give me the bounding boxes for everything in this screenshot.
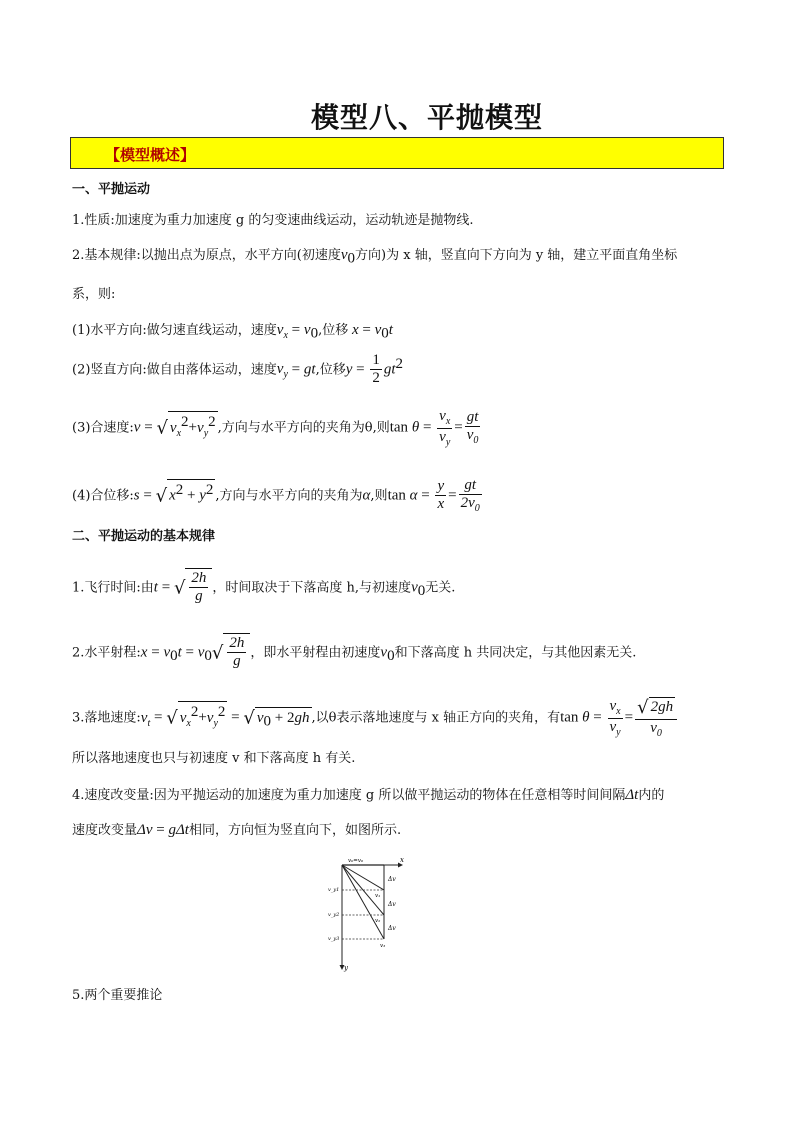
para-rule: 2.基本规律:以抛出点为原点，水平方向(初速度$v_0$方向)为 x 轴，竖直向下方向为 y 轴，建立平面直角坐标	[72, 247, 678, 267]
range-text-b: ，即水平射程由初速度	[250, 645, 381, 661]
vy2-label: v_y2	[328, 912, 340, 918]
flight-text-c: 无关.	[425, 580, 456, 596]
displacement-text-c: ,则	[370, 488, 388, 504]
v1-vector	[342, 865, 384, 890]
para-range: 2.水平射程:x = $v_0t = v_0√$ $\frac{2h}{g}$ ，即水平射程由初速度$v_0$和下落高度 h 共同决定，与其他因素无关.	[72, 635, 637, 670]
change-text-d: 相同，方向恒为竖直向下，如图所示.	[188, 823, 402, 838]
landing-text: 3.落地速度:	[72, 710, 141, 726]
v3-label: v₃	[380, 943, 386, 949]
range-text: 2.水平射程:	[72, 645, 141, 661]
horizontal-text-b: ,位移	[318, 323, 349, 338]
change-text: 4.速度改变量:因为平抛运动的加速度为重力加速度 g 所以做平抛运动的物体在任意相等时间间隔	[72, 788, 626, 803]
velocity-change-diagram	[328, 855, 408, 973]
change-text-c: 速度改变量	[72, 823, 138, 838]
range-text-c: 和下落高度 h 共同决定，与其他因素无关.	[394, 645, 637, 661]
dv-label-1: Δv	[388, 876, 396, 883]
vertical-text-b: ,位移	[315, 362, 346, 378]
change-text-b: 内的	[638, 788, 665, 803]
page-title: 模型八、平抛模型	[310, 101, 543, 134]
para-flight-time: 1.飞行时间:由t = √ $\frac{2h}{g}$ ，时间取决于下落高度 h,与初速度$v_0$无关.	[72, 570, 456, 605]
velocity-text-b: ,方向与水平方向的夹角为θ,则	[217, 420, 390, 436]
vy1-label: v_y1	[328, 887, 340, 893]
banner-label: 【模型概述】	[105, 146, 196, 164]
para-resultant-displacement: (4)合位移:s = √ $x^2 + y^2$ ,方向与水平方向的夹角为α,则tan α = $\frac{y}{x}$ = $\frac{gt}{2v_0}$	[72, 477, 480, 515]
x-label: x	[400, 856, 404, 864]
landing-text-b: ,以θ表示落地速度与 x 轴正方向的夹角，有	[311, 710, 561, 726]
para-landing-note: 所以落地速度也只与初速度 v 和下落高度 h 有关.	[72, 751, 356, 766]
heading-2: 二、平抛运动的基本规律	[72, 529, 216, 544]
para-velocity-change-2: 速度改变量Δv = gΔt相同，方向恒为竖直向下，如图所示.	[72, 822, 402, 838]
velocity-text: (3)合速度:	[72, 420, 134, 436]
para-rule-b: 方向)为 x 轴，竖直向下方向为 y 轴，建立平面直角坐标	[355, 248, 678, 263]
para-vertical: (2)竖直方向:做自由落体运动，速度$v_y$ = gt,位移y = $\frac{1}{2}$ $gt^2$	[72, 352, 404, 387]
para-rule-c: 系，则:	[72, 287, 116, 302]
displacement-text-b: ,方向与水平方向的夹角为	[215, 488, 363, 504]
dv-label-3: Δv	[388, 925, 396, 932]
displacement-text: (4)合位移:	[72, 488, 134, 504]
v1-label: v₁	[375, 893, 381, 899]
v2-label: v₂	[375, 918, 381, 924]
para-velocity-change: 4.速度改变量:因为平抛运动的加速度为重力加速度 g 所以做平抛运动的物体在任意相等时间间隔Δt内的	[72, 787, 665, 803]
heading-1: 一、平抛运动	[72, 182, 151, 197]
v0-label: v₀=v₀	[348, 858, 364, 864]
para-horizontal: (1)水平方向:做匀速直线运动，速度$v_x = v_0$,位移 $x = v_0t$	[72, 322, 393, 342]
dv-label-2: Δv	[388, 901, 396, 908]
para-resultant-velocity: (3)合速度:v = √ $v_x^2+v_y^2$ ,方向与水平方向的夹角为θ,则tan θ = $\frac{v_x}{v_y}$ = $\frac{gt}{v_0}$	[72, 408, 479, 448]
y-label: y	[344, 964, 348, 972]
para-landing-velocity: 3.落地速度$:v_t$ = √ $v_x^2+v_y^2$ = √ $v_0 + 2gh$ ,以θ表示落地速度与 x 轴正方向的夹角，有tan θ = $\frac{v_x}{v_y}$ = $\frac{√ 2gh}{v_0}$	[72, 697, 679, 739]
section-banner	[70, 137, 724, 169]
flight-text: 1.飞行时间:由	[72, 580, 154, 596]
para-property: 1.性质:加速度为重力加速度 g 的匀变速曲线运动，运动轨迹是抛物线.	[72, 213, 474, 228]
para-corollaries: 5.两个重要推论	[72, 988, 163, 1003]
para-rule-a: 2.基本规律:以抛出点为原点，水平方向(初速度	[72, 248, 341, 263]
vy3-label: v_y3	[328, 936, 340, 942]
flight-text-b: ，时间取决于下落高度 h,与初速度	[212, 580, 412, 596]
v3-vector	[342, 865, 384, 939]
horizontal-text: (1)水平方向:做匀速直线运动，速度	[72, 323, 277, 338]
vertical-text: (2)竖直方向:做自由落体运动，速度	[72, 362, 277, 378]
